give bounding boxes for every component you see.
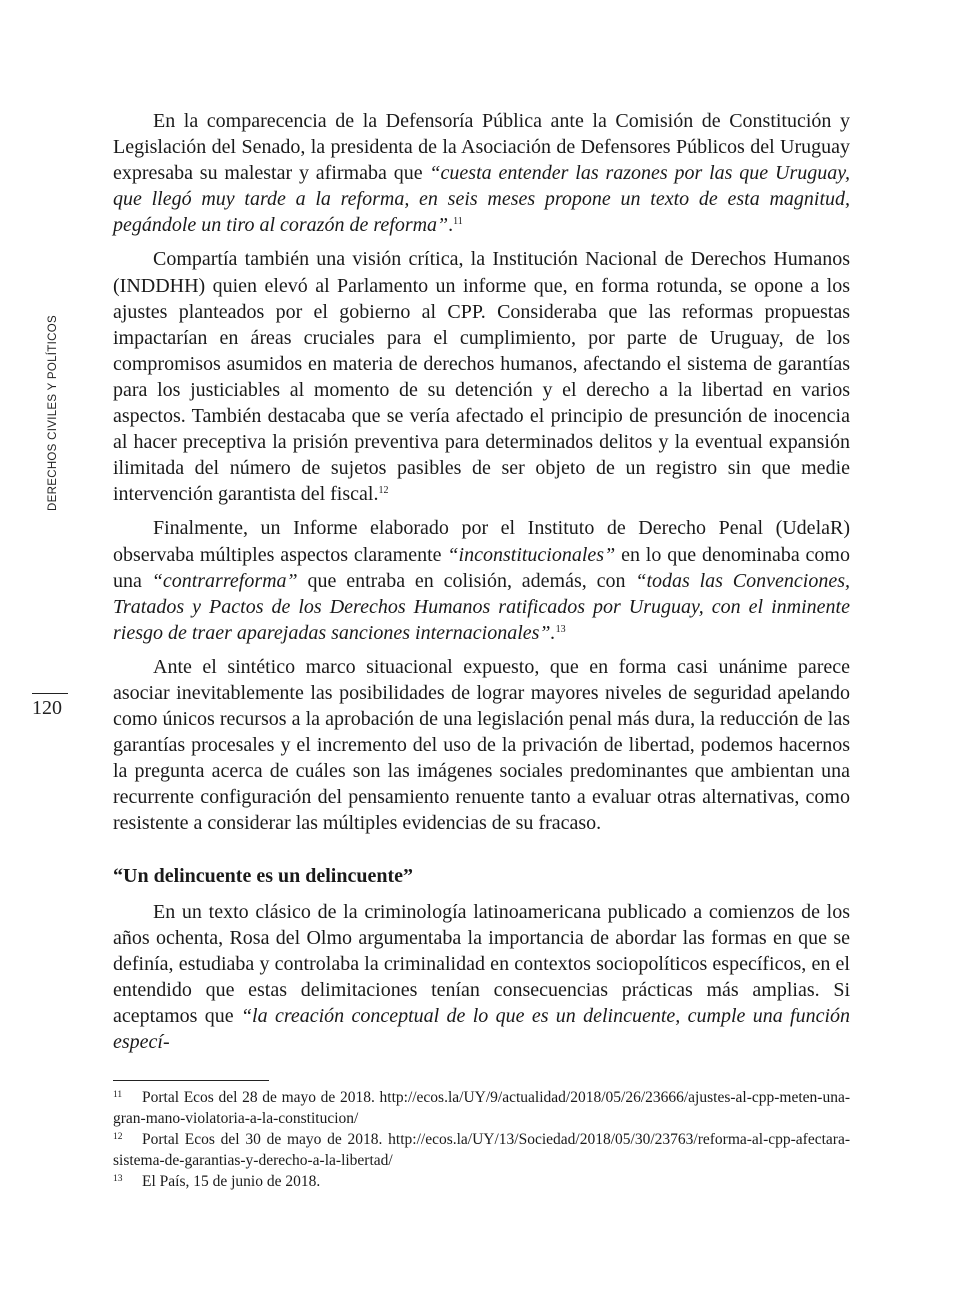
paragraph-3-text-c: que entraba en colisión, además, con (297, 569, 636, 592)
footnote-text: El País, 15 de junio de 2018. (142, 1173, 321, 1190)
footnote-text: Portal Ecos del 30 de mayo de 2018. http://ecos.la/UY/13/Sociedad/2018/05/30/23763/reforma-al-cpp-afectara-sistema-de-garantias-y-derecho-a-la-libertad/ (113, 1131, 850, 1169)
paragraph-3-quote-3: “todas las Convenciones, Tratados y Pactos de los Derechos Humanos ratificados por Uruguay, con el inminente riesgo de traer aparejadas sanciones internacionales”. (113, 569, 850, 644)
paragraph-2 (113, 246, 850, 507)
paragraph-2-text: Compartía también una visión crítica, la Institución Nacional de Derechos Humanos (INDDHH) quien elevó al Parlamento un informe que, en forma rotunda, se opone a los ajustes planteados por el gobierno al CPP. Consideraba que las reformas propuestas impactarían en áreas cruciales para el cumplimiento, por parte de Uruguay, de los compromisos asumidos en materia de derechos humanos, afectando el sistema de garantías para los justiciables al momento de su detención y el derecho a la libertad en varios aspectos. También destacaba que se vería afectado el principio de presunción de inocencia al hacer preceptiva la prisión preventiva para determinados delitos y la eventual expansión ilimitada del número de sujetos pasibles de ser objeto de un registro sin que medie intervención garantista del fiscal. (113, 248, 850, 506)
paragraph-3-quote-1: “inconstitucionales” (447, 543, 616, 566)
section-heading: “Un delincuente es un delincuente” (113, 864, 414, 887)
paragraph-1-quote: “cuesta entender las razones por las que Uruguay, que llegó muy tarde a la reforma, en seis meses propone un texto de esta magnitud, pegándole un tiro al corazón de reforma” (113, 162, 850, 237)
footnote-text: Portal Ecos del 28 de mayo de 2018. http://ecos.la/UY/9/actualidad/2018/05/26/23666/ajustes-al-cpp-meten-una-gran-mano-violatoria-a-la-constitucion/ (113, 1089, 850, 1127)
footnote-13: 13 El País, 15 de junio de 2018. (113, 1173, 321, 1190)
paragraph-3 (113, 515, 850, 645)
footnote-ref-12: 12 (378, 485, 389, 497)
paragraph-3-text-b: en lo que denominaba como una (113, 543, 850, 592)
footnote-separator (113, 1080, 269, 1081)
paragraph-3-text-a: Finalmente, un Informe elaborado por el Instituto de Derecho Penal (UdelaR) observaba múltiples aspectos claramente (113, 517, 850, 566)
paragraph-5 (113, 899, 850, 1056)
paragraph-1-period: . (448, 214, 454, 237)
page-number-rule (32, 693, 68, 694)
footnote-11: 11 Portal Ecos del 28 de mayo de 2018. http://ecos.la/UY/9/actualidad/2018/05/26/23666/ajustes-al-cpp-meten-una-gran-mano-violatoria-a-la-constitucion/ (113, 1089, 850, 1127)
paragraph-1-text: En la comparecencia de la Defensoría Pública ante la Comisión de Constitución y Legislación del Senado, la presidenta de la Asociación de Defensores Públicos del Uruguay expresaba su malestar y afirmaba que (113, 110, 850, 185)
running-head (20, 313, 86, 513)
paragraph-3-quote-2: “contrarreforma” (151, 569, 298, 592)
main-text (113, 108, 850, 1055)
footnotes (113, 1087, 850, 1192)
footnote-ref-13: 13 (555, 623, 566, 635)
paragraph-4: Ante el sintético marco situacional expuesto, que en forma casi unánime parece asociar inevitablemente las posibilidades de lograr mayores niveles de seguridad apelando como únicos recursos a la aprobación de una legislación penal más dura, la reducción de las garantías procesales y el incremento del uso de la privación de libertad, podemos hacernos la pregunta acerca de cuáles son las imágenes sociales predominantes que ambientan una recurrente configuración del pensamiento renuente tanto a evaluar otras alternativas, como resistente a considerar las múltiples evidencias de su fracaso. (113, 655, 850, 835)
paragraph-1 (113, 108, 850, 238)
footnote-12: 12 Portal Ecos del 30 de mayo de 2018. http://ecos.la/UY/13/Sociedad/2018/05/30/23763/reforma-al-cpp-afectara-sistema-de-garantias-y-derecho-a-la-libertad/ (113, 1131, 850, 1169)
page-number: 120 (32, 697, 62, 719)
paragraph-5-quote: “la creación conceptual de lo que es un delincuente, cumple una función especí- (113, 1005, 851, 1054)
footnote-ref-11: 11 (453, 216, 463, 228)
paragraph-5-text: En un texto clásico de la criminología latinoamericana publicado a comienzos de los años ochenta, Rosa del Olmo argumentaba la importancia de abordar las formas en que se definía, estudiaba y controlaba la criminalidad en contextos sociopolíticos específicos, en el entendido que estas delimitaciones tenían consecuencias prácticas más amplias. Si aceptamos que (113, 900, 850, 1027)
running-head-text: DERECHOS CIVILES Y POLÍTICOS (47, 315, 59, 511)
